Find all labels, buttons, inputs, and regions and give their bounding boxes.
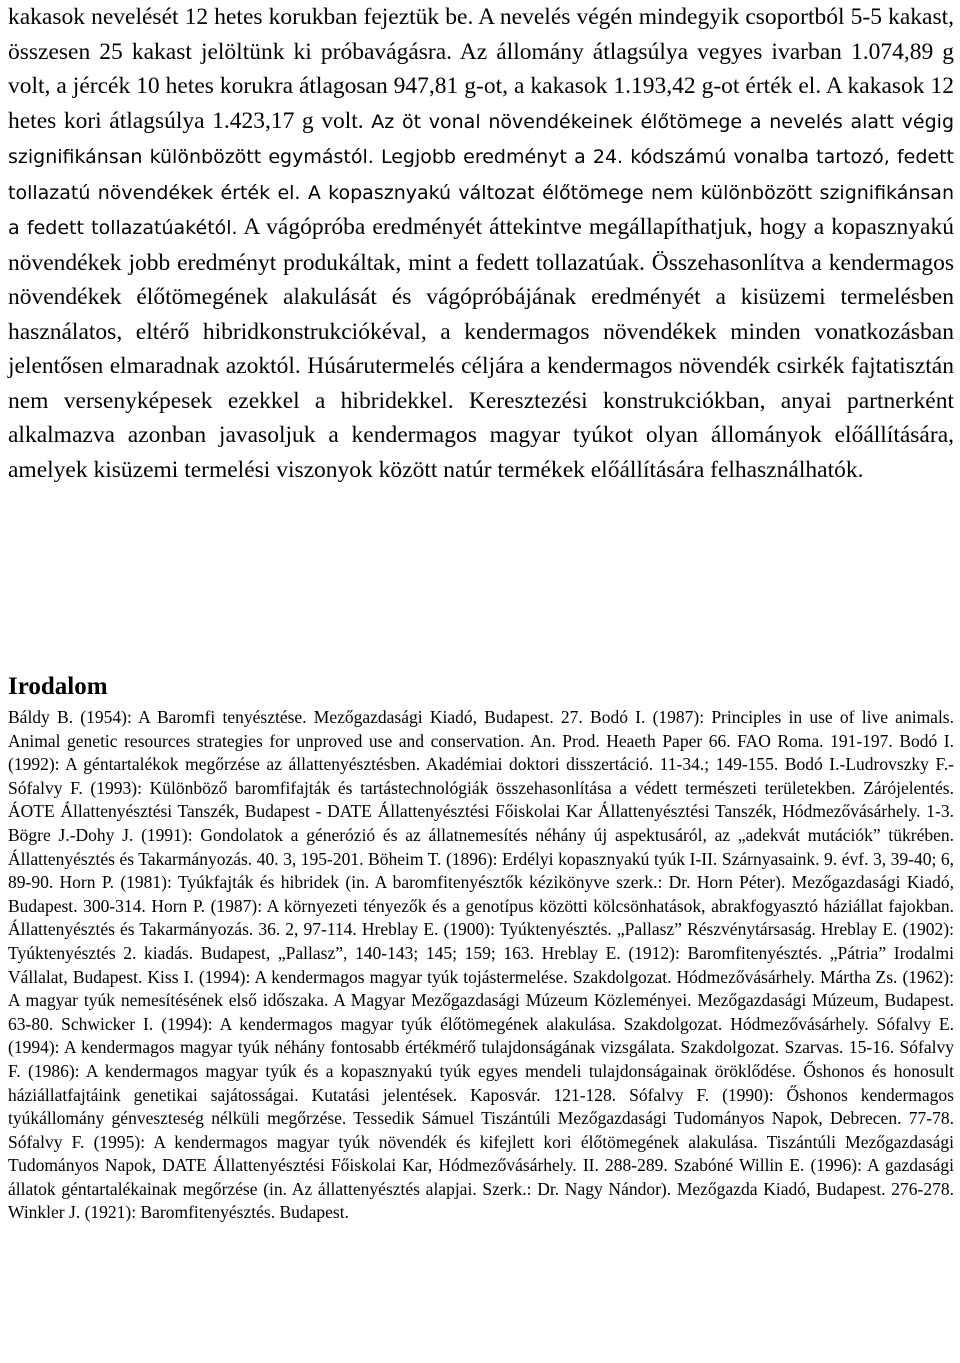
results-text-part1: kakasok nevelését 12 hetes korukban fejeztük be. A nevelés végén mindegyik csoportból 5-5 kakast, összesen 25 kakast jelöltünk ki próbavágásra. Az állomány átlagsúlya vegyes ivarban 1.074,89 g volt, a jércék 10 hetes korukra átlagosan 947,81 g-ot, a kakasok 1.193,42 g-ot érték el. A kakasok 12 hetes kori átlagsúlya 1.423,17 g volt. (8, 4, 954, 134)
references-list: Báldy B. (1954): A Baromfi tenyésztése. Mezőgazdasági Kiadó, Budapest. 27. Bodó I. (1987): Principles in use of live animals. Animal genetic resources strategies for unproved use and conservation. An. Prod. Heaeth Paper 66. FAO Roma. 191-197. Bodó I. (1992): A géntartalékok megőrzése az állattenyésztésben. Akadémiai doktori disszertáció. 11-34.; 149-155. Bodó I.-Ludrovszky F.-Sófalvy F. (1993): Különböző baromfifajták és tartástechnológiák összehasonlítása a védett természeti területekben. Zárójelentés. ÁOTE Állattenyésztési Tanszék, Budapest - DATE Állattenyésztési Főiskolai Kar Állattenyésztési Tanszék, Hódmezővásárhely. 1-3. Bögre J.-Dohy J. (1991): Gondolatok a génerózió és az állatnemesítés néhány új aspektusáról, az „adekvát mutációk” tükrében. Állattenyésztés és Takarmányozás. 40. 3, 195-201. Böheim T. (1896): Erdélyi kopasznyakú tyúk I-II. Szárnyasaink. 9. évf. 3, 39-40; 6, 89-90. Horn P. (1981): Tyúkfajták és hibridek (in. A baromfitenyésztők kézikönyve szerk.: Dr. Horn Péter). Mezőgazdasági Kiadó, Budapest. 300-314. Horn P. (1987): A környezeti tényezők és a genotípus közötti kölcsönhatások, abrakfogyasztó háziállat fajokban. Állattenyésztés és Takarmányozás. 36. 2, 97-114. Hreblay E. (1900): Tyúktenyésztés. „Pallasz” Részvénytársaság. Hreblay E. (1902): Tyúktenyésztés 2. kiadás. Budapest, „Pallasz”, 140-143; 145; 159; 163. Hreblay E. (1912): Baromfitenyésztés. „Pátria” Irodalmi Vállalat, Budapest. Kiss I. (1994): A kendermagos magyar tyúk tojástermelése. Szakdolgozat. Hódmezővásárhely. Mártha Zs. (1962): A magyar tyúk nemesítésének első időszaka. A Magyar Mezőgazdasági Múzeum Közleményei. Mezőgazdasági Múzeum, Budapest. 63-80. Schwicker I. (1994): A kendermagos magyar tyúk élőtömegének alakulása. Szakdolgozat. Hódmezővásárhely. Sófalvy E. (1994): A kendermagos magyar tyúk néhány fontosabb értékmérő tulajdonságának vizsgálata. Szakdolgozat. Szarvas. 15-16. Sófalvy F. (1986): A kendermagos magyar tyúk és a kopasznyakú tyúk egyes mendeli tulajdonságainak öröklődése. Őshonos és honosult háziállatfajtáink genetikai sajátosságai. Kutatási jelentések. Kaposvár. 121-128. Sófalvy F. (1990): Őshonos kendermagos tyúkállomány génveszteség nélküli megőrzése. Tessedik Sámuel Tiszántúli Mezőgazdasági Tudományos Napok, Debrecen. 77-78. Sófalvy F. (1995): A kendermagos magyar tyúk növendék és kifejlett kori élőtömegének alakulása. Tiszántúli Mezőgazdasági Tudományos Napok, DATE Állattenyésztési Főiskolai Kar, Hódmezővásárhely. II. 288-289. Szabóné Willin E. (1996): A gazdasági állatok géntartalékainak megőrzése (in. Az állattenyésztés alapjai. Szerk.: Dr. Nagy Nándor). Mezőgazda Kiadó, Budapest. 276-278. Winkler J. (1921): Baromfitenyésztés. Budapest. (8, 707, 954, 1223)
references-heading: Irodalom (8, 673, 108, 700)
results-text-part2: A vágópróba eredményét áttekintve megállapíthatjuk, hogy a kopasznyakú növendékek jobb eredményt produkáltak, mint a fedett tollazatúak. Összehasonlítva a kendermagos növendékek élőtömegének alakulását és vágópróbájának eredményét a kisüzemi termelésben használatos, eltérő hibridkonstrukciókéval, a kendermagos növendékek minden vonatkozásban jelentősen elmaradnak azoktól. Húsárutermelés céljára a kendermagos növendék csirkék fajtatisztán nem versenyképesek ezekkel a hibridekkel. Keresztezési konstrukciókban, anyai partnerként alkalmazva azonban javasoljuk a kendermagos magyar tyúkot olyan állományok előállítására, amelyek kisüzemi termelési viszonyok között natúr termékek előállítására felhasználhatók. (8, 214, 954, 483)
results-text-sans: Az öt vonal növendékeinek élőtömege a nevelés alatt végig szignifikánsan különbözött egymástól. Legjobb eredményt a 24. kódszámú vonalba tartozó, fedett tollazatú növendékek érték el. A kopasznyakú változat élőtömege nem különbözött szignifikánsan a fedett tollazatúakétól. (8, 110, 955, 239)
results-paragraph (8, 0, 954, 487)
